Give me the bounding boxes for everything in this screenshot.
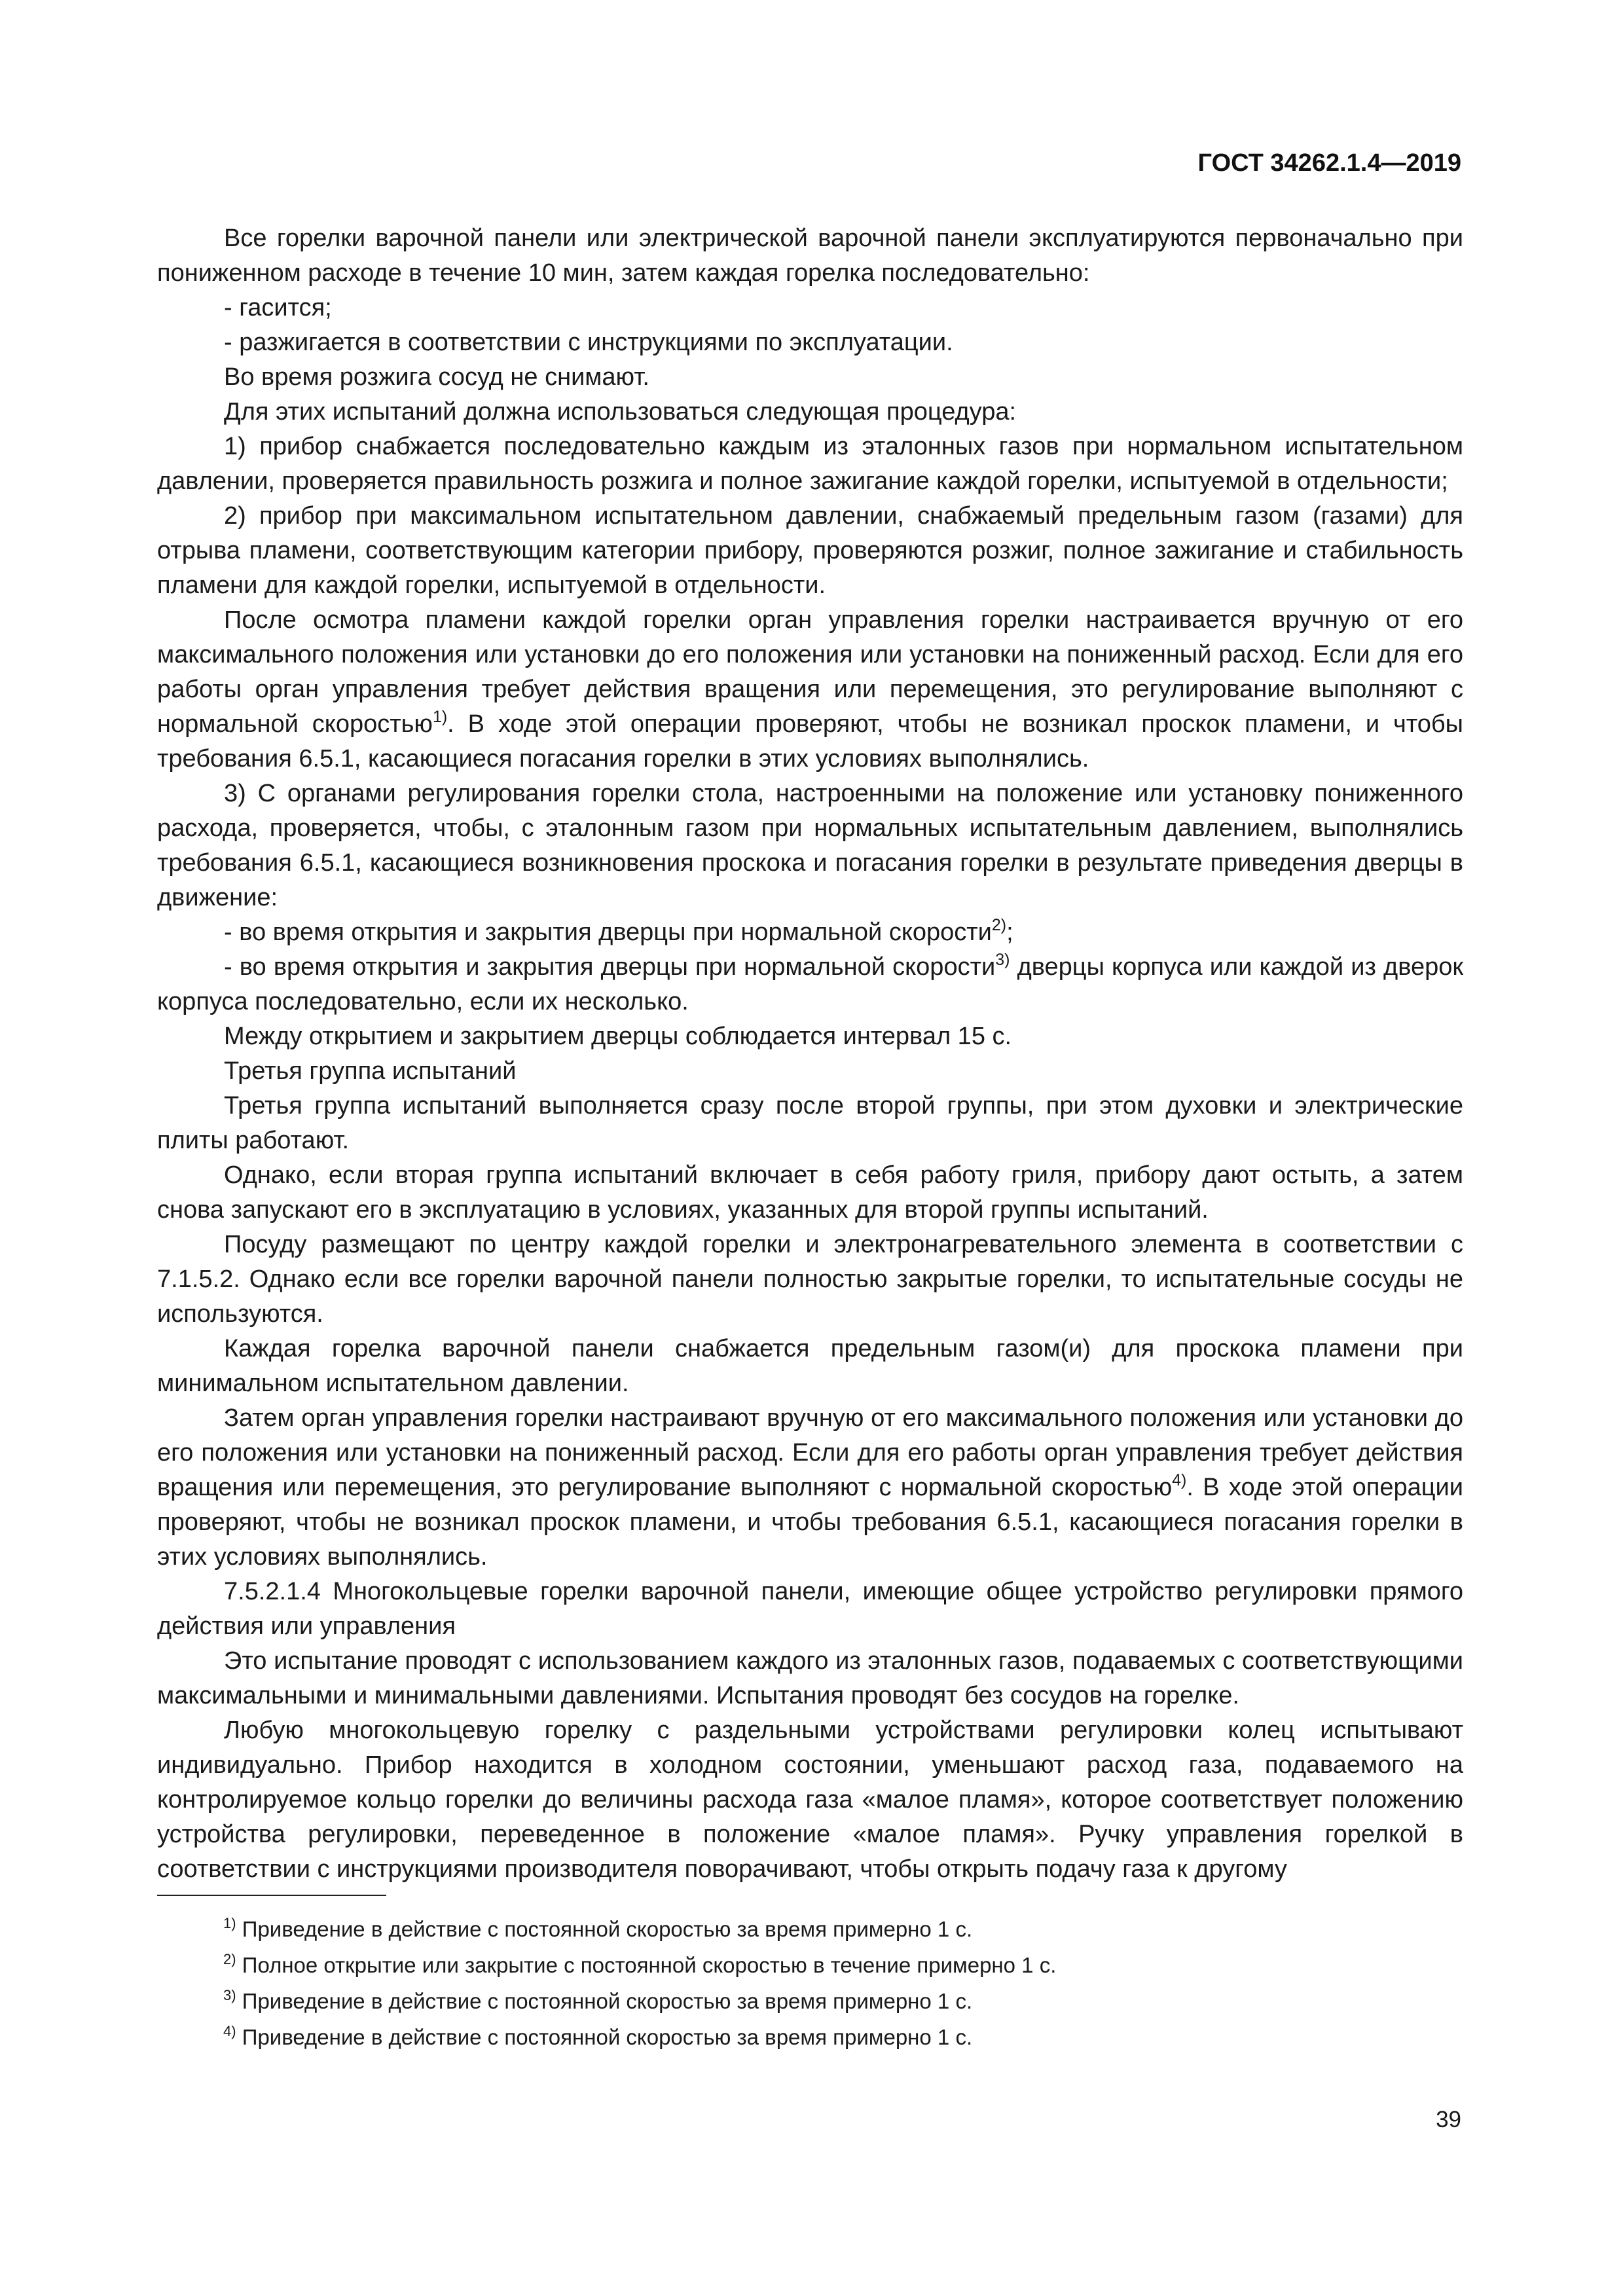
paragraph: Третья группа испытаний выполняется сразу после второй группы, при этом духовки и электрические плиты работают. xyxy=(157,1092,1463,1154)
paragraph xyxy=(157,1401,1463,1575)
paragraph xyxy=(157,603,1463,776)
footnote-mark: 1) xyxy=(223,1915,236,1931)
list-item xyxy=(157,950,1463,1019)
footnote xyxy=(223,1911,1434,1947)
footnote-text: Приведение в действие с постоянной скоростью за время примерно 1 с. xyxy=(236,2025,973,2049)
paragraph: Для этих испытаний должна использоваться следующая процедура: xyxy=(224,398,1017,426)
section-heading: Третья группа испытаний xyxy=(224,1057,517,1085)
paragraph: Во время розжига сосуд не снимают. xyxy=(224,363,649,391)
paragraph: Это испытание проводят с использованием каждого из эталонных газов, подаваемых с соответствующими максимальными и минимальными давлениями. Испытания проводят без сосудов на горелке. xyxy=(157,1647,1463,1709)
numbered-item: 3) С органами регулирования горелки стола, настроенными на положение или установку пониженного расхода, проверяется, чтобы, с эталонным газом при нормальных испытательным давлением, выполнялись требования 6.5.1, касающиеся возникновения проскока и погасания горелки в результате приведения дверцы в движение: xyxy=(157,780,1463,911)
footnote-separator xyxy=(157,1895,386,1896)
footnote xyxy=(223,1983,1434,2019)
footnote-text: Полное открытие или закрытие с постоянной скоростью в течение примерно 1 с. xyxy=(236,1953,1057,1977)
footnote-ref: 2) xyxy=(991,916,1007,934)
footnote-ref: 1) xyxy=(432,708,448,726)
footnote-text: Приведение в действие с постоянной скоростью за время примерно 1 с. xyxy=(236,1917,973,1941)
footnote-mark: 2) xyxy=(223,1951,236,1967)
list-item-text: - во время открытия и закрытия дверцы при нормальной скорости xyxy=(224,953,996,981)
list-item-text: дверцы корпуса или каждой из дверок корпуса последовательно, если их несколько. xyxy=(157,953,1464,1015)
paragraph-text: . В ходе этой операции проверяют, чтобы не возникал проскок пламени, и чтобы требования 6.5.1, касающиеся погасания горелки в этих условиях выполнялись. xyxy=(157,710,1463,773)
list-item-text: ; xyxy=(1006,919,1013,946)
paragraph-text: После осмотра пламени каждой горелки орган управления горелки настраивается вручную от его максимального положения или установки до его положения или установки на пониженный расход. Если для его работы орган управления требует действия вращения или перемещения, это регулирование выполняют с нормальной скоростью xyxy=(157,606,1463,738)
footnote xyxy=(223,1947,1434,1983)
paragraph-text: . В ходе этой операции проверяют, чтобы не возникал проскок пламени, и чтобы требования 6.5.1, касающиеся погасания горелки в этих условиях выполнялись. xyxy=(157,1474,1463,1571)
list-item-text: - во время открытия и закрытия дверцы при нормальной скорости xyxy=(224,919,992,946)
footnote-text: Приведение в действие с постоянной скоростью за время примерно 1 с. xyxy=(236,1989,973,2013)
clause-heading: 7.5.2.1.4 Многокольцевые горелки варочной панели, имеющие общее устройство регулировки прямого действия или управления xyxy=(157,1578,1463,1640)
footnotes xyxy=(223,1911,1434,2055)
body-text xyxy=(157,221,1463,1887)
paragraph: Все горелки варочной панели или электрической варочной панели эксплуатируются первоначально при пониженном расходе в течение 10 мин, затем каждая горелка последовательно: xyxy=(157,225,1463,287)
list-item: - гасится; xyxy=(224,294,332,321)
numbered-item: 1) прибор снабжается последовательно каждым из эталонных газов при нормальном испытательном давлении, проверяется правильность розжига и полное зажигание каждой горелки, испытуемой в отдельности; xyxy=(157,433,1463,495)
list-item xyxy=(157,915,1463,950)
numbered-item: 2) прибор при максимальном испытательном давлении, снабжаемый предельным газом (газами) для отрыва пламени, соответствующим категории прибору, проверяются розжиг, полное зажигание и стабильность пламени для каждой горелки, испытуемой в отдельности. xyxy=(157,502,1463,599)
footnote-ref: 3) xyxy=(995,951,1010,969)
document-code-header: ГОСТ 34262.1.4—2019 xyxy=(1197,149,1461,177)
footnote-ref: 4) xyxy=(1172,1471,1187,1489)
paragraph: Между открытием и закрытием дверцы соблюдается интервал 15 с. xyxy=(224,1023,1012,1050)
footnote xyxy=(223,2019,1434,2055)
paragraph: Посуду размещают по центру каждой горелки и электронагревательного элемента в соответствии с 7.1.5.2. Однако если все горелки варочной панели полностью закрытые горелки, то испытательные сосуды не используются. xyxy=(157,1231,1463,1328)
page-number: 39 xyxy=(1436,2107,1461,2132)
footnote-mark: 4) xyxy=(223,2023,236,2039)
paragraph-text: Затем орган управления горелки настраивают вручную от его максимального положения или установки до его положения или установки на пониженный расход. Если для его работы орган управления требует действия вращения или перемещения, это регулирование выполняют с нормальной скоростью xyxy=(157,1404,1463,1501)
paragraph: Любую многокольцевую горелку с раздельными устройствами регулировки колец испытывают индивидуально. Прибор находится в холодном состоянии, уменьшают расход газа, подаваемого на контролируемое кольцо горелки до величины расхода газа «малое пламя», которое соответствует положению устройства регулировки, переведенное в положение «малое пламя». Ручку управления горелкой в соответствии с инструкциями производителя поворачивают, чтобы открыть подачу газа к другому xyxy=(157,1717,1463,1883)
list-item: - разжигается в соответствии с инструкциями по эксплуатации. xyxy=(224,329,953,356)
paragraph: Каждая горелка варочной панели снабжается предельным газом(и) для проскока пламени при минимальном испытательном давлении. xyxy=(157,1335,1463,1397)
paragraph: Однако, если вторая группа испытаний включает в себя работу гриля, прибору дают остыть, а затем снова запускают его в эксплуатацию в условиях, указанных для второй группы испытаний. xyxy=(157,1161,1463,1224)
footnote-mark: 3) xyxy=(223,1987,236,2003)
